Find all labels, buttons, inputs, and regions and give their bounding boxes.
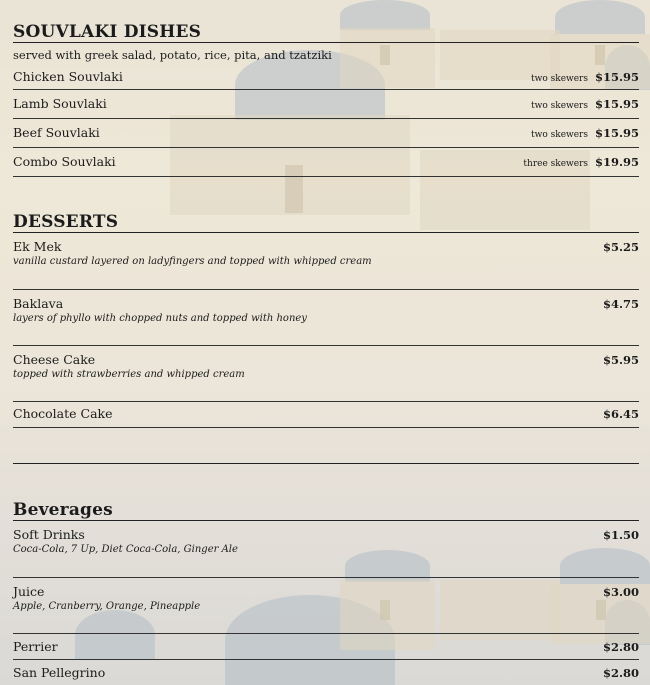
section-divider — [13, 428, 639, 464]
menu-item — [13, 90, 639, 119]
section-title-desserts: DESSERTS — [13, 212, 119, 232]
item-description: topped with strawberries and whipped cream — [13, 369, 245, 380]
item-description: layers of phyllo with chopped nuts and topped with honey — [13, 313, 307, 324]
section-title-beverages: Beverages — [13, 500, 113, 520]
menu-item — [13, 634, 639, 660]
item-price: $1.50 — [602, 528, 639, 542]
item-price: $15.95 — [594, 126, 639, 140]
item-name: Combo Souvlaki — [13, 154, 116, 169]
menu-item — [13, 660, 639, 684]
item-description: Coca-Cola, 7 Up, Diet Coca-Cola, Ginger Ale — [13, 544, 238, 555]
beverages-section — [13, 464, 639, 684]
souvlaki-subtitle: served with greek salad, potato, rice, pita, and tzatziki — [13, 48, 332, 62]
menu-item — [13, 148, 639, 177]
item-description: vanilla custard layered on ladyfingers and topped with whipped cream — [13, 256, 372, 267]
desserts-section — [13, 177, 639, 464]
item-name: Ek Mek — [13, 239, 62, 254]
item-name: Lamb Souvlaki — [13, 96, 107, 111]
item-price: $3.00 — [602, 585, 639, 599]
item-name: Beef Souvlaki — [13, 125, 100, 140]
item-name: Chocolate Cake — [13, 406, 113, 421]
item-name: Soft Drinks — [13, 527, 85, 542]
item-name: Juice — [13, 584, 45, 599]
item-quantity: two skewers — [531, 74, 588, 84]
item-price: $6.45 — [602, 407, 639, 421]
item-name: Chicken Souvlaki — [13, 69, 123, 84]
souvlaki-section — [13, 0, 639, 177]
menu-item — [13, 346, 639, 402]
menu-item — [13, 233, 639, 290]
item-price: $4.75 — [602, 297, 639, 311]
item-price: $2.80 — [602, 666, 639, 680]
item-quantity: three skewers — [523, 159, 588, 169]
item-price: $15.95 — [594, 70, 639, 84]
item-price: $2.80 — [602, 640, 639, 654]
menu-item — [13, 402, 639, 428]
item-quantity: two skewers — [531, 130, 588, 140]
item-price: $5.25 — [602, 240, 639, 254]
item-price: $19.95 — [594, 155, 639, 169]
item-price: $15.95 — [594, 97, 639, 111]
item-name: Cheese Cake — [13, 352, 96, 367]
item-description: Apple, Cranberry, Orange, Pineapple — [13, 601, 201, 612]
menu-item — [13, 65, 639, 90]
item-price: $5.95 — [602, 353, 639, 367]
menu-item — [13, 290, 639, 346]
item-name: Perrier — [13, 639, 58, 654]
section-title-souvlaki: SOUVLAKI DISHES — [13, 22, 202, 42]
item-name: San Pellegrino — [13, 665, 106, 680]
menu-item — [13, 119, 639, 148]
menu-item — [13, 578, 639, 634]
item-quantity: two skewers — [531, 101, 588, 111]
menu-item — [13, 521, 639, 578]
item-name: Baklava — [13, 296, 64, 311]
